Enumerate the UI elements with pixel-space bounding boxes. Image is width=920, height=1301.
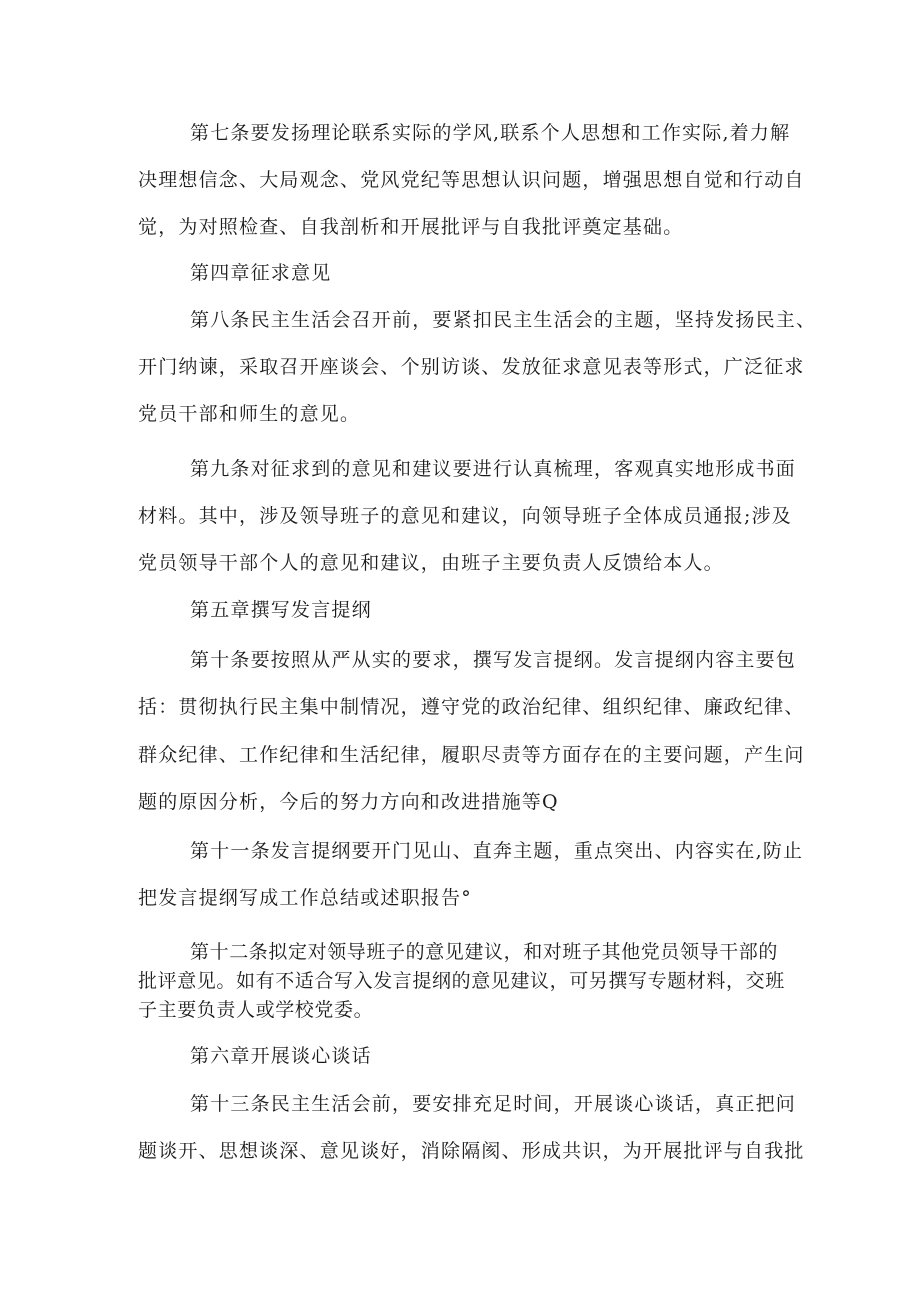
chapter-6-heading: 第六章开展谈心谈话 bbox=[190, 1045, 372, 1067]
article-8-line-1: 第八条民主生活会召开前，要紧扣民主生活会的主题，坚持发扬民主、 bbox=[190, 309, 817, 331]
article-12-line-3: 子主要负责人或学校党委。 bbox=[138, 999, 374, 1021]
article-10-line-2: 括：贯彻执行民主集中制情况，遵守党的政治纪律、组织纪律、廉政纪律、 bbox=[138, 696, 805, 718]
article-9-line-3: 党员领导干部个人的意见和建议，由班子主要负责人反馈给本人。 bbox=[138, 552, 724, 574]
article-13-line-1: 第十三条民主生活会前，要安排充足时间，开展谈心谈话，真正把问 bbox=[190, 1093, 797, 1115]
article-11-line-1: 第十一条发言提纲要开门见山、直奔主题，重点突出、内容实在,防止 bbox=[190, 840, 804, 862]
article-9-line-1: 第九条对征求到的意见和建议要进行认真梳理，客观真实地形成书面 bbox=[190, 458, 797, 480]
article-7-line-2: 决理想信念、大局观念、党风党纪等思想认识问题，增强思想自觉和行动自 bbox=[138, 169, 805, 191]
article-10-line-1: 第十条要按照从严从实的要求，撰写发言提纲。发言提纲内容主要包 bbox=[190, 649, 797, 671]
article-8-line-3: 党员干部和师生的意见。 bbox=[138, 403, 361, 425]
article-9-line-2: 材料。其中，涉及领导班子的意见和建议，向领导班子全体成员通报;涉及 bbox=[138, 505, 793, 527]
article-10-line-3: 群众纪律、工作纪律和生活纪律，履职尽责等方面存在的主要问题，产生问 bbox=[138, 744, 805, 766]
article-8-line-2: 开门纳谏，采取召开座谈会、个别访谈、发放征求意见表等形式，广泛征求 bbox=[138, 356, 805, 378]
article-11-line-2: 把发言提纲写成工作总结或述职报告° bbox=[138, 887, 472, 909]
chapter-5-heading: 第五章撰写发言提纲 bbox=[190, 599, 372, 621]
article-7-line-3: 觉，为对照检查、自我剖析和开展批评与自我批评奠定基础。 bbox=[138, 216, 684, 238]
chapter-4-heading: 第四章征求意见 bbox=[190, 262, 332, 284]
article-7-line-1: 第七条要发扬理论联系实际的学风,联系个人思想和工作实际,着力解 bbox=[190, 122, 791, 144]
article-12-line-2: 批评意见。如有不适合写入发言提纲的意见建议，可另撰写专题材料，交班 bbox=[138, 970, 785, 992]
article-13-line-2: 题谈开、思想谈深、意见谈好，消除隔阂、形成共识，为开展批评与自我批 bbox=[138, 1140, 805, 1162]
article-12-line-1: 第十二条拟定对领导班子的意见建议，和对班子其他党员领导干部的 bbox=[190, 941, 779, 963]
article-10-line-4: 题的原因分析，今后的努力方向和改进措施等Q bbox=[138, 791, 559, 813]
